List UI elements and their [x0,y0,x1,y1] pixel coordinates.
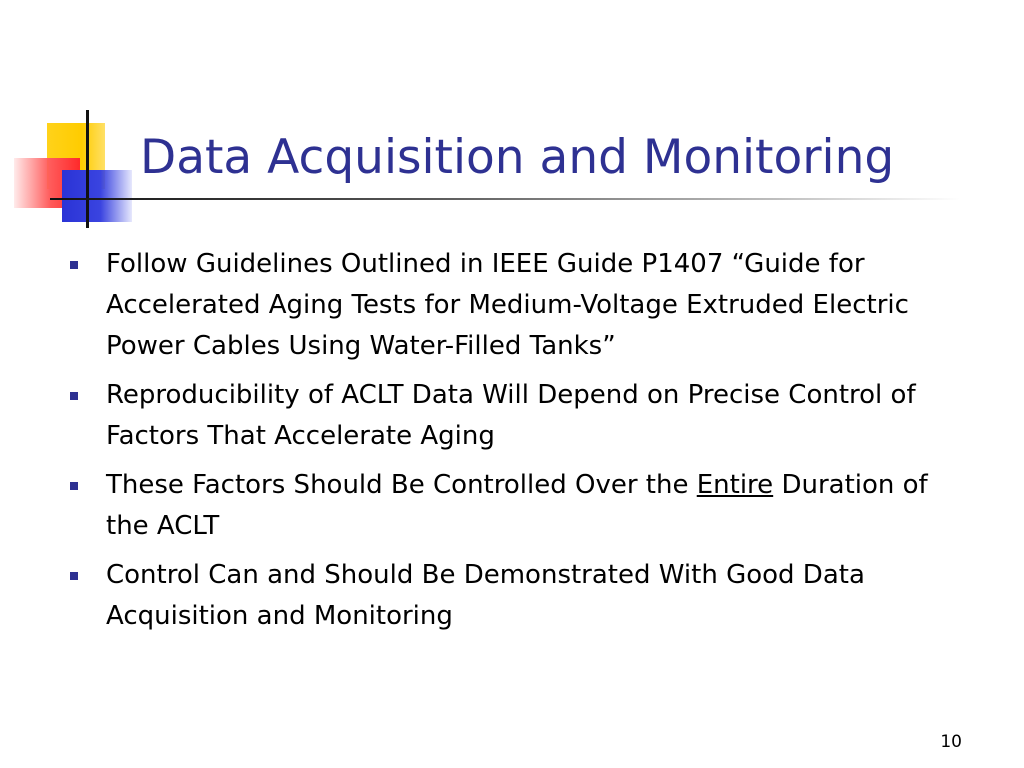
bullet-text-before: These Factors Should Be Controlled Over the [106,470,697,500]
bullet-list [70,244,950,645]
logo-blue-block [62,170,132,222]
bullet-text: Reproducibility of ACLT Data Will Depend on Precise Control of Factors That Accelerate Aging [106,380,916,451]
bullet-text: Follow Guidelines Outlined in IEEE Guide P1407 “Guide for Accelerated Aging Tests for Medium-Voltage Extruded Electric Power Cables Using Water-Filled Tanks” [106,249,909,361]
bullet-item [70,375,950,457]
square-bullet-icon [70,572,78,580]
slide-title: Data Acquisition and Monitoring [140,130,895,185]
decorative-logo [0,0,160,240]
bullet-text: Control Can and Should Be Demonstrated With Good Data Acquisition and Monitoring [106,560,865,631]
bullet-text-after: Duration of the ACLT [106,470,928,541]
logo-vertical-line [86,110,89,228]
bullet-item [70,244,950,367]
square-bullet-icon [70,261,78,269]
page-number: 10 [940,732,962,752]
bullet-text-underlined: Entire [696,470,774,500]
square-bullet-icon [70,482,78,490]
bullet-item [70,465,950,547]
square-bullet-icon [70,392,78,400]
title-underline-rule [50,198,960,200]
bullet-item [70,555,950,637]
